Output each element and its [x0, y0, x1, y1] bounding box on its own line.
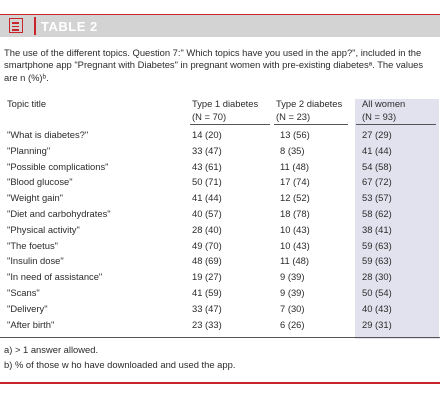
type2-cell: 18 (78) [280, 207, 310, 219]
topic-cell: "Blood glucose" [7, 176, 73, 188]
all-women-cell: 67 (72) [362, 176, 392, 188]
table-bottom-rule [0, 337, 440, 338]
table-caption: The use of the different topics. Question 7:" Which topics have you used in the app?", included in the smartphone app "Pregnant with Diabetes" in pregnant women with pre-existing diabetesᵃ. The values are n (%)ᵇ. [4, 47, 424, 83]
column-header-type2: Type 2 diabetes (N = 23) [276, 98, 343, 122]
header-underline-type2 [274, 124, 348, 125]
type2-cell: 6 (26) [280, 318, 305, 330]
topic-cell: "Planning" [7, 144, 51, 156]
topic-cell: "Possible complications" [7, 160, 109, 172]
type1-cell: 49 (70) [192, 239, 222, 251]
header-underline-type1 [190, 124, 270, 125]
header-divider [34, 17, 36, 35]
table-row [0, 285, 440, 301]
all-women-cell: 53 (57) [362, 192, 392, 204]
table-notes [4, 343, 235, 372]
type1-cell: 23 (33) [192, 318, 222, 330]
table-title: TABLE 2 [41, 19, 98, 34]
topic-cell: "In need of assistance" [7, 271, 103, 283]
table-row [0, 127, 440, 143]
topic-cell: "Weight gain" [7, 192, 63, 204]
table-header-bar [0, 14, 440, 37]
table-row [0, 190, 440, 206]
type1-cell: 40 (57) [192, 207, 222, 219]
column-header-type1: Type 1 diabetes (N = 70) [192, 98, 259, 122]
table-row [0, 317, 440, 333]
all-women-cell: 40 (43) [362, 302, 392, 314]
all-women-cell: 59 (63) [362, 255, 392, 267]
column-header-topic: Topic title [7, 98, 47, 109]
type2-cell: 8 (35) [280, 144, 305, 156]
type1-cell: 41 (59) [192, 286, 222, 298]
all-women-cell: 38 (41) [362, 223, 392, 235]
topic-cell: "Insulin dose" [7, 255, 64, 267]
type2-cell: 9 (39) [280, 286, 305, 298]
type2-cell: 12 (52) [280, 192, 310, 204]
topic-cell: "Physical activity" [7, 223, 80, 235]
type1-cell: 50 (71) [192, 176, 222, 188]
type1-cell: 33 (47) [192, 144, 222, 156]
topic-cell: "What is diabetes?" [7, 129, 89, 140]
column-header-all: All women (N = 93) [362, 98, 406, 122]
table-row [0, 238, 440, 254]
all-women-cell: 28 (30) [362, 271, 392, 283]
type2-cell: 7 (30) [280, 302, 305, 314]
topic-cell: "After birth" [7, 318, 55, 330]
table-row [0, 159, 440, 175]
type1-cell: 43 (61) [192, 160, 222, 172]
note-a: a) > 1 answer allowed. [4, 344, 99, 355]
table-row [0, 301, 440, 317]
type2-cell: 11 (48) [280, 255, 310, 267]
type1-cell: 48 (69) [192, 255, 222, 267]
topic-cell: "Delivery" [7, 302, 48, 314]
table-row [0, 143, 440, 159]
table-row [0, 253, 440, 269]
type1-cell: 41 (44) [192, 192, 222, 204]
type1-cell: 33 (47) [192, 302, 222, 314]
note-b: b) % of those w ho have downloaded and used the app. [4, 358, 236, 370]
header-underline-all [356, 124, 436, 125]
all-women-cell: 50 (54) [362, 286, 392, 298]
type1-cell: 14 (20) [192, 129, 222, 140]
type2-cell: 10 (43) [280, 239, 310, 251]
all-women-cell: 27 (29) [362, 129, 392, 140]
type1-cell: 28 (40) [192, 223, 222, 235]
type2-cell: 9 (39) [280, 271, 305, 283]
table-row [0, 206, 440, 222]
all-women-cell: 58 (62) [362, 207, 392, 219]
type2-cell: 13 (56) [280, 129, 310, 140]
topic-cell: "Scans" [7, 286, 40, 298]
type2-cell: 10 (43) [280, 223, 310, 235]
table-row [0, 222, 440, 238]
type2-cell: 11 (48) [280, 160, 310, 172]
topic-cell: "Diet and carbohydrates" [7, 207, 111, 219]
type2-cell: 17 (74) [280, 176, 310, 188]
all-women-cell: 41 (44) [362, 144, 392, 156]
list-icon [9, 18, 23, 33]
table-body [0, 127, 440, 332]
all-women-cell: 29 (31) [362, 318, 392, 330]
all-women-cell: 54 (58) [362, 160, 392, 172]
type1-cell: 19 (27) [192, 271, 222, 283]
topic-cell: "The foetus" [7, 239, 58, 251]
table-row [0, 174, 440, 190]
table-row [0, 269, 440, 285]
all-women-cell: 59 (63) [362, 239, 392, 251]
footer-rule [0, 382, 440, 384]
